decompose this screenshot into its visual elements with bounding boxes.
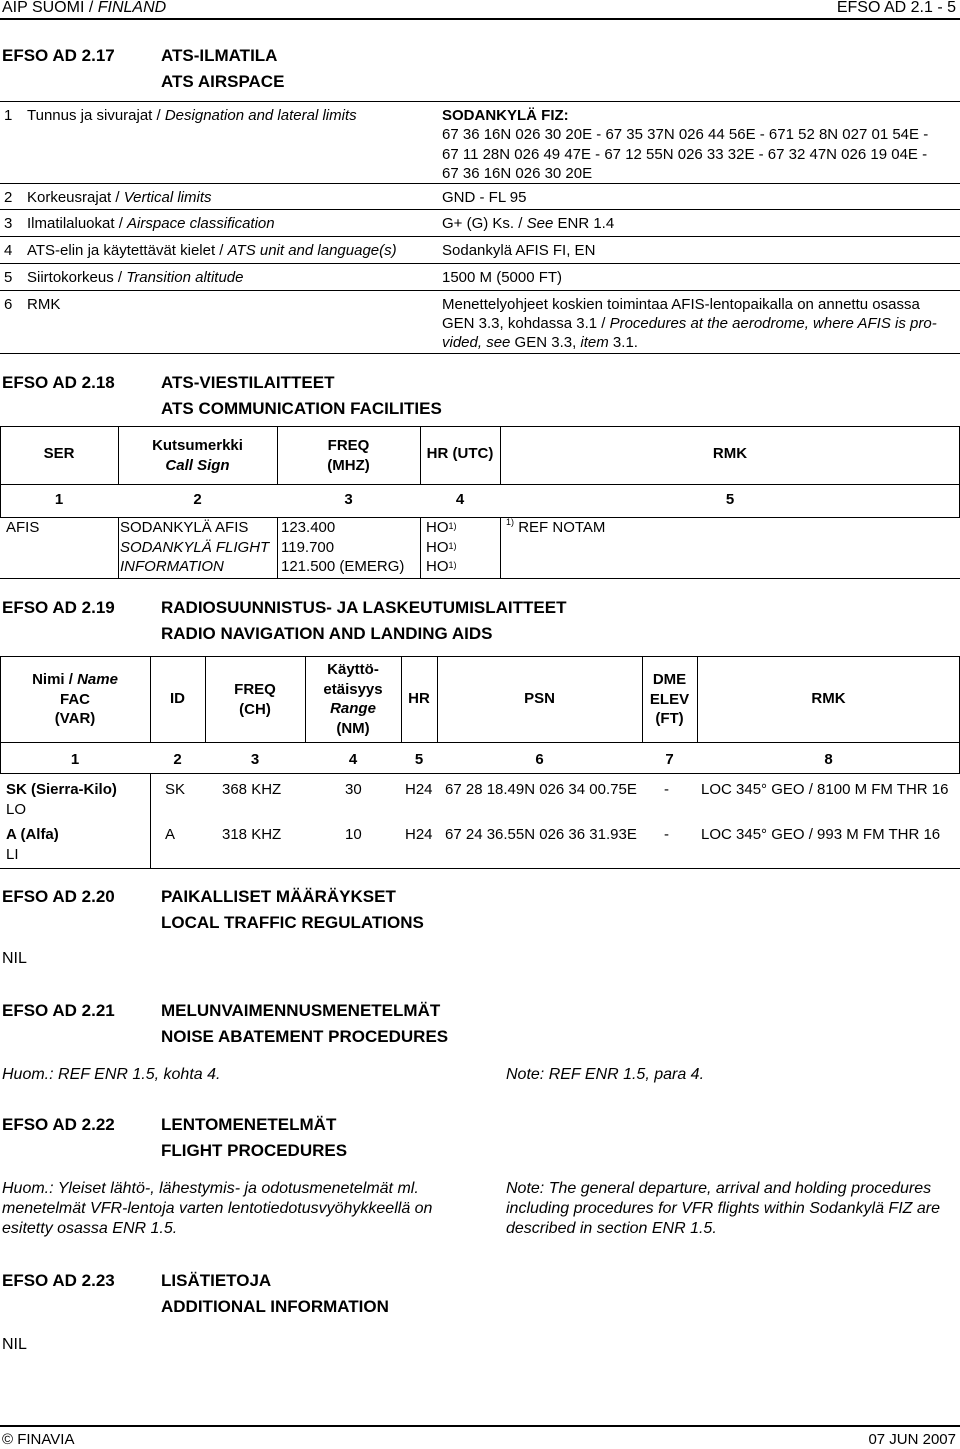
col-header-dme: DME ELEV (FT) (649, 671, 690, 727)
section-title-en-217: ATS AIRSPACE (161, 72, 285, 91)
table-rule (0, 742, 960, 743)
section-body-223: NIL (2, 1336, 27, 1353)
callsign-cell: SODANKYLÄ AFIS SODANKYLÄ FLIGHT INFORMATION (120, 519, 270, 575)
col-header-hr: HR (408, 690, 430, 707)
col-number: 5 (725, 491, 735, 508)
col-number: 7 (665, 751, 674, 768)
coord-line: 67 36 16N 026 30 20E - 67 35 37N 026 44 56E - 671 52 8N 027 01 54E - (442, 126, 929, 143)
row-label: RMK (27, 296, 61, 313)
table-rule (0, 101, 960, 102)
navaid-remark: LOC 345° GEO / 993 M FM THR 16 (701, 826, 941, 843)
section-title-fi-223: LISÄTIETOJA (161, 1271, 272, 1290)
section-body-220: NIL (2, 950, 27, 967)
col-divider (277, 518, 278, 578)
col-number: 3 (250, 751, 260, 768)
section-title-fi-217: ATS-ILMATILA (161, 46, 278, 65)
section-title-en-223: ADDITIONAL INFORMATION (161, 1297, 389, 1316)
fiz-label: SODANKYLÄ FIZ: (442, 107, 569, 124)
navaid-id: A (165, 826, 176, 843)
row-number: 4 (4, 242, 13, 259)
row-number: 5 (4, 269, 13, 286)
col-number: 1 (54, 491, 64, 508)
table-rule (0, 236, 960, 237)
col-header-id: ID (170, 690, 185, 707)
section-number-220: EFSO AD 2.20 (2, 887, 115, 906)
col-header-rmk: RMK (811, 690, 846, 707)
row-value: GND - FL 95 (442, 189, 527, 206)
row-value: Menettelyohjeet koskien toimintaa AFIS-lentopaikalla on annettu osassa (442, 296, 920, 313)
navaid-position: 67 28 18.49N 026 34 00.75E (445, 781, 637, 798)
freq-cell: 123.400 119.700 121.500 (EMERG) (281, 519, 405, 575)
note-en-221: Note: REF ENR 1.5, para 4. (506, 1066, 705, 1083)
table-rule (0, 353, 960, 354)
col-number: 1 (70, 751, 80, 768)
coord-line: 67 36 16N 026 30 20E (442, 165, 593, 182)
section-title-en-219: RADIO NAVIGATION AND LANDING AIDS (161, 624, 493, 643)
row-label: Ilmatilaluokat / Airspace classification (27, 215, 275, 232)
footer-left: © FINAVIA (2, 1431, 75, 1448)
col-number: 6 (535, 751, 544, 768)
col-divider (150, 774, 151, 868)
remark-cell: $^{1)}$ REF NOTAM (506, 517, 606, 536)
row-number: 2 (4, 189, 13, 206)
hours-cell: HO$^{1)}$ HO$^{1)}$ HO$^{1)}$ (426, 519, 457, 575)
section-title-en-218: ATS COMMUNICATION FACILITIES (161, 399, 442, 418)
table-rule (0, 484, 960, 485)
col-header-name: Nimi / Name FAC (VAR) (32, 671, 118, 727)
section-title-fi-222: LENTOMENETELMÄT (161, 1115, 337, 1134)
navaid-freq: 318 KHZ (222, 826, 282, 843)
navaid-hours: H24 (405, 781, 433, 798)
navaid-hours: H24 (405, 826, 433, 843)
header-left: AIP SUOMI / FINLAND (2, 0, 167, 16)
table-rule (0, 578, 960, 579)
navaid-range: 10 (345, 826, 362, 843)
col-number: 2 (173, 751, 182, 768)
navaid-name-cell: A (Alfa) LI (6, 826, 59, 863)
col-header-callsign: Kutsumerkki Call Sign (152, 437, 243, 474)
section-number-218: EFSO AD 2.18 (2, 373, 115, 392)
col-header-range: Käyttö- etäisyys Range (NM) (323, 661, 383, 737)
table-rule (0, 868, 960, 869)
table-rule (0, 183, 960, 184)
navaid-name-cell: SK (Sierra-Kilo) LO (6, 781, 117, 818)
navaid-freq: 368 KHZ (222, 781, 282, 798)
section-number-221: EFSO AD 2.21 (2, 1001, 115, 1020)
col-header-ser: SER (43, 445, 75, 462)
header-right: EFSO AD 2.1 - 5 (836, 0, 956, 16)
col-header-freq: FREQ (MHZ) (327, 437, 370, 474)
section-title-en-220: LOCAL TRAFFIC REGULATIONS (161, 913, 424, 932)
navaid-range: 30 (345, 781, 362, 798)
row-value: 1500 M (5000 FT) (442, 269, 563, 286)
section-number-222: EFSO AD 2.22 (2, 1115, 115, 1134)
row-value: GEN 3.3, kohdassa 3.1 / Procedures at the aerodrome, where AFIS is pro- (442, 315, 937, 332)
navaid-position: 67 24 36.55N 026 36 31.93E (445, 826, 637, 843)
header-rule (0, 18, 960, 20)
section-number-223: EFSO AD 2.23 (2, 1271, 115, 1290)
footer-rule (0, 1425, 960, 1427)
col-header-hr: HR (UTC) (426, 445, 494, 462)
note-en-222: Note: The general departure, arrival and holding procedures including procedures for VFR flights within Sodankylä FIZ are described in section ENR 1.5. (506, 1180, 940, 1237)
navaid-dme: - (664, 781, 669, 798)
col-number: 2 (193, 491, 202, 508)
row-label: ATS-elin ja käytettävät kielet / ATS unit and language(s) (27, 242, 397, 259)
section-title-fi-218: ATS-VIESTILAITTEET (161, 373, 335, 392)
navaid-remark: LOC 345° GEO / 8100 M FM THR 16 (701, 781, 949, 798)
col-header-rmk: RMK (712, 445, 748, 462)
navaid-id: SK (165, 781, 186, 798)
coord-line: 67 11 28N 026 49 47E - 67 12 55N 026 33 32E - 67 32 47N 026 19 04E - (442, 146, 928, 163)
row-label: Korkeusrajat / Vertical limits (27, 189, 212, 206)
col-header-freq: FREQ (CH) (234, 681, 276, 718)
section-title-en-222: FLIGHT PROCEDURES (161, 1141, 348, 1160)
note-fi-221: Huom.: REF ENR 1.5, kohta 4. (2, 1066, 221, 1083)
table-rule (0, 263, 960, 264)
row-value: G+ (G) Ks. / See ENR 1.4 (442, 215, 615, 232)
service-cell: AFIS (6, 519, 40, 536)
section-title-fi-221: MELUNVAIMENNUSMENETELMÄT (161, 1001, 441, 1020)
section-title-fi-220: PAIKALLISET MÄÄRÄYKSET (161, 887, 396, 906)
col-number: 5 (414, 751, 424, 768)
col-header-psn: PSN (524, 690, 555, 707)
col-number: 3 (344, 491, 353, 508)
section-number-217: EFSO AD 2.17 (2, 46, 115, 65)
table-rule (0, 290, 960, 291)
footer-right: 07 JUN 2007 (868, 1431, 956, 1448)
col-number: 8 (824, 751, 833, 768)
row-label: Tunnus ja sivurajat / Designation and lateral limits (27, 107, 357, 124)
col-number: 4 (348, 751, 358, 768)
col-divider (420, 518, 421, 578)
row-number: 6 (4, 296, 13, 313)
note-fi-222: Huom.: Yleiset lähtö-, lähestymis- ja odotusmenetelmät ml. menetelmät VFR-lentoja varten lentotiedotusvyöhykkeellä on esitetty osassa ENR 1.5. (2, 1180, 433, 1237)
col-divider (500, 518, 501, 578)
row-value: Sodankylä AFIS FI, EN (442, 242, 596, 259)
col-divider (118, 518, 119, 578)
row-number: 1 (4, 107, 13, 124)
table-rule (0, 209, 960, 210)
section-title-fi-219: RADIOSUUNNISTUS- JA LASKEUTUMISLAITTEET (161, 598, 567, 617)
col-number: 4 (455, 491, 465, 508)
row-label: Siirtokorkeus / Transition altitude (27, 269, 244, 286)
navaid-dme: - (664, 826, 669, 843)
section-number-219: EFSO AD 2.19 (2, 598, 115, 617)
row-value: vided, see GEN 3.3, item 3.1. (442, 334, 638, 351)
section-title-en-221: NOISE ABATEMENT PROCEDURES (161, 1027, 449, 1046)
row-number: 3 (4, 215, 13, 232)
